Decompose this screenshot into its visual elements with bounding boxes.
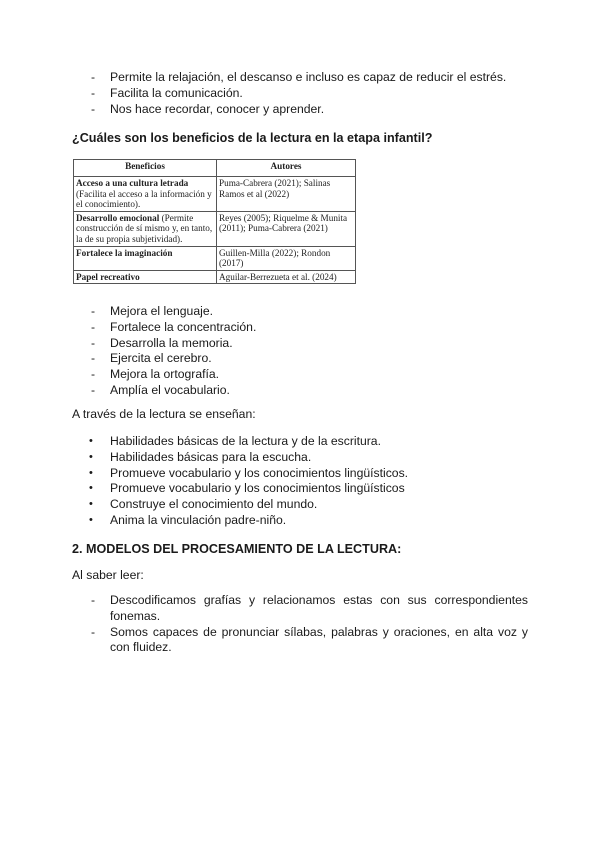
benefit-title: Papel recreativo (76, 271, 140, 282)
table-cell-benefit (74, 246, 217, 270)
benefits-table-image (70, 157, 362, 289)
list-item: - Somos capaces de pronunciar sílabas, palabras y oraciones, en alta voz y con fluidez. (72, 625, 528, 657)
improvements-dash-list (72, 304, 532, 399)
table-header-row (74, 160, 356, 177)
teaching-bullet-list (72, 434, 532, 529)
list-item: • Promueve vocabulario y los conocimientos lingüísticos (72, 481, 532, 497)
question-heading: ¿Cuáles son los beneficios de la lectura en la etapa infantil? (72, 131, 433, 145)
list-item: - Mejora la ortografía. (72, 367, 532, 383)
list-item: - Desarrolla la memoria. (72, 336, 532, 352)
list-item: - Permite la relajación, el descanso e incluso es capaz de reducir el estrés. (72, 70, 532, 86)
list-item: - Mejora el lenguaje. (72, 304, 532, 320)
table-row (74, 211, 356, 246)
table-cell-authors: Guillen-Milla (2022); Rondon (2017) (217, 246, 356, 270)
benefit-detail: (Permite construcción de sí mismo y, en tanto, la de su propia subjetividad). (76, 212, 213, 244)
benefits-table (73, 159, 356, 284)
benefits-dash-list (72, 70, 532, 117)
table-row (74, 270, 356, 284)
list-item: • Habilidades básicas de la lectura y de la escritura. (72, 434, 532, 450)
benefit-detail: (Facilita el acceso a la información y el conocimiento). (76, 188, 212, 210)
table-header-authors: Autores (217, 160, 356, 177)
table-cell-authors: Puma-Cabrera (2021); Salinas Ramos et al (2022) (217, 177, 356, 212)
list-item: • Habilidades básicas para la escucha. (72, 450, 532, 466)
table-cell-authors: Reyes (2005); Riquelme & Munita (2011); Puma-Cabrera (2021) (217, 211, 356, 246)
list-item: • Construye el conocimiento del mundo. (72, 497, 532, 513)
list-item: - Descodificamos grafías y relacionamos estas con sus correspondientes fonemas. (72, 593, 528, 625)
list-item: - Amplía el vocabulario. (72, 383, 532, 399)
list-item: - Nos hace recordar, conocer y aprender. (72, 102, 532, 118)
knowing-intro: Al saber leer: (72, 568, 144, 582)
benefit-title: Desarrollo emocional (76, 212, 160, 223)
list-item: - Fortalece la concentración. (72, 320, 532, 336)
table-cell-authors: Aguilar-Berrezueta et al. (2024) (217, 270, 356, 284)
benefit-title: Acceso a una cultura letrada (76, 178, 189, 188)
reading-skills-dash-list (72, 593, 528, 656)
table-row (74, 246, 356, 270)
table-cell-benefit (74, 211, 217, 246)
table-header-benefits: Beneficios (74, 160, 217, 177)
through-reading-intro: A través de la lectura se enseñan: (72, 407, 256, 421)
list-item: - Ejercita el cerebro. (72, 351, 532, 367)
benefit-title: Fortalece la imaginación (76, 247, 173, 258)
list-item: • Promueve vocabulario y los conocimientos lingüísticos. (72, 466, 532, 482)
list-item: - Facilita la comunicación. (72, 86, 532, 102)
list-item: • Anima la vinculación padre-niño. (72, 513, 532, 529)
section-heading: 2. MODELOS DEL PROCESAMIENTO DE LA LECTURA: (72, 542, 402, 556)
table-cell-benefit (74, 177, 217, 212)
table-cell-benefit (74, 270, 217, 284)
table-row (74, 177, 356, 212)
